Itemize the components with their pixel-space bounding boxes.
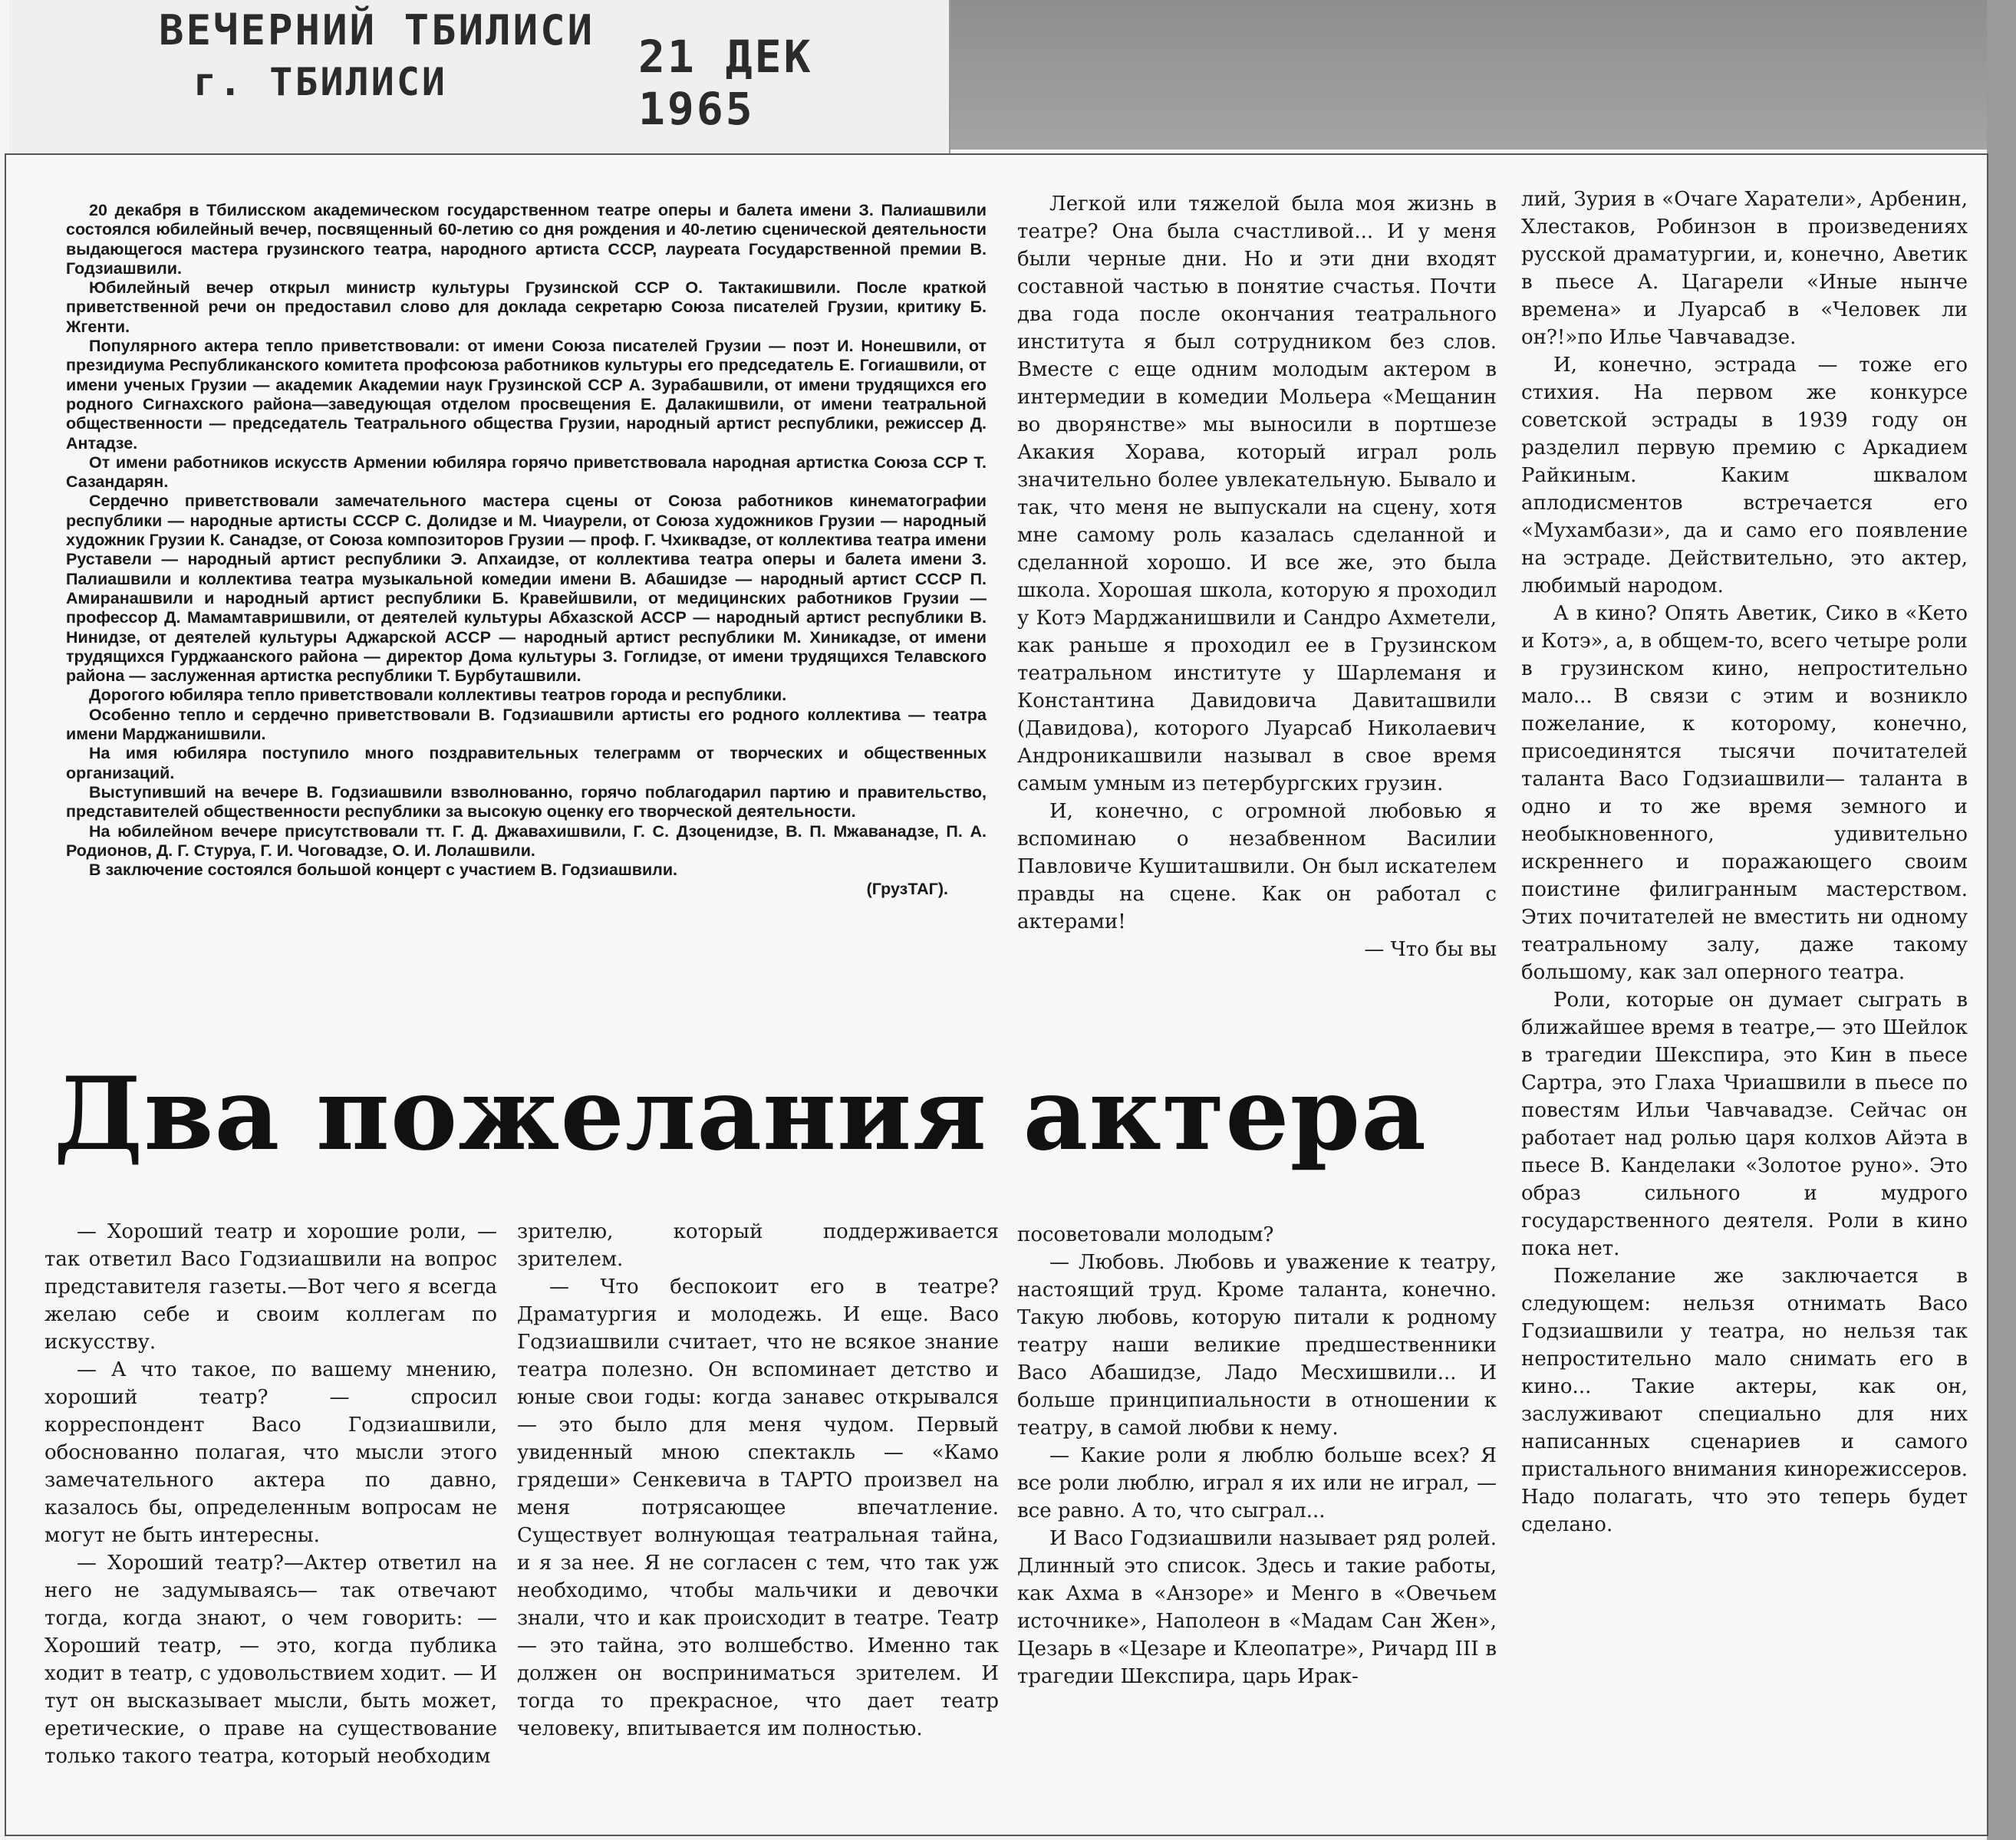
article-paragraph: посоветовали молодым? bbox=[1017, 1223, 1274, 1246]
article-column-2 bbox=[517, 1218, 999, 1816]
article-headline: Два пожелания актера bbox=[54, 1055, 1428, 1173]
report-paragraph: Дорогого юбиляра тепло приветствовали коллективы театров города и республики. bbox=[89, 686, 787, 705]
article-column-1 bbox=[44, 1218, 497, 1816]
report-paragraph: Выступивший на вечере В. Годзиашвили взволнованно, горячо поблагодарил партию и правительство, представителей общественности республики за высокую оценку его творческой деятельности. bbox=[66, 782, 987, 821]
stamp-newspaper-name: ВЕЧЕРНИЙ ТБИЛИСИ bbox=[159, 6, 595, 54]
article-paragraph: — Что бы вы bbox=[1364, 938, 1497, 961]
stamp-date: 21 ДЕК 1965 bbox=[638, 31, 813, 135]
article-paragraph: Роли, которые он думает сыграть в ближайшее время в театре,— это Шейлок в трагедии Шекспира, это Кин в пьесе Сартра, это Глаха Чриашвили в пьесе по повестям Ильи Чавчавадзе. Сейчас он работает над ролью царя колхов Айэта в пьесе В. Канделаки «Золотое руно». Это образ сильного и мудрого государственного деятеля. Роли в кино пока нет. bbox=[1521, 989, 1968, 1260]
scan-background-edge bbox=[1987, 0, 2016, 1840]
article-paragraph: — Хороший театр и хорошие роли, —так ответил Васо Годзиашвили на вопрос представителя газеты.—Вот чего я всегда желаю себе и своим коллегам по искусству. bbox=[44, 1220, 497, 1354]
report-paragraph: На юбилейном вечере присутствовали тт. Г. Д. Джавахишвили, Г. С. Дзоценидзе, В. П. Мжаванадзе, П. А. Родионов, Д. Г. Стуруа, Г. И. Чоговадзе, О. И. Лолашвили. bbox=[66, 821, 987, 860]
report-paragraph: В заключение состоялся большой концерт с участием В. Годзиашвили. bbox=[89, 861, 678, 880]
article-column-4 bbox=[1521, 186, 1968, 1835]
scan-background bbox=[944, 0, 2016, 150]
article-paragraph: — Хороший театр?—Актер ответил на него не задумываясь— так отвечают тогда, когда знают, о чем говорить: — Хороший театр, — это, когда публика ходит в театр, с удовольствием ходит. — И тут он высказывает мысли, быть может, еретические, о праве на существование только такого театра, который необходим bbox=[44, 1552, 497, 1768]
report-paragraph: На имя юбиляра поступило много поздравительных телеграмм от творческих и общественных организаций. bbox=[66, 744, 987, 782]
article-column-3-top bbox=[1017, 190, 1497, 1095]
article-paragraph: И, конечно, эстрада — тоже его стихия. На первом же конкурсе советской эстрады в 1939 году он разделил первую премию с Аркадием Райкиным. Каким шквалом аплодисментов встречается его «Мухамбази», да и само его появление на эстраде. Действительно, это актер, любимый народом. bbox=[1521, 354, 1968, 597]
article-paragraph: А в кино? Опять Аветик, Сико в «Кето и Котэ», а, в общем-то, всего четыре роли в грузинском кино, непростительно мало... В связи с этим и возникло пожелание, к которому, конечно, присоединятся тысячи почитателей таланта Васо Годзиашвили— таланта в одно и то же время земного и необыкновенного, удивительно искреннего и поражающего своим поистине филигранным мастерством. Этих почитателей не вместить ни одному театральному залу, даже такому большому, как зал оперного театра. bbox=[1521, 602, 1968, 984]
article-paragraph: Пожелание же заключается в следующем: нельзя отнимать Васо Годзиашвили у театра, но нельзя так непростительно мало снимать его в кино... Такие актеры, как он, заслуживают специально для них написанных сценариев и самого пристального внимания кинорежиссеров. Надо полагать, что это теперь будет сделано. bbox=[1521, 1265, 1968, 1536]
report-paragraph: Сердечно приветствовали замечательного мастера сцены от Союза работников кинематографии республики — народные артисты СССР С. Долидзе и М. Чиаурели, от Союза художников Грузии — народный художник Грузии К. Санадзе, от Союза композиторов Грузии — проф. Г. Чхиквадзе, от коллектива театра имени Руставели — народный артист республики Э. Апхаидзе, от коллектива театра оперы и балета имени З. Палиашвили и коллектива театра музыкальной комедии имени В. Абашидзе — народный артист СССР П. Амиранашвили и народный артист республики Б. Кравейшвили, от медицинских работников Грузии — профессор Д. Мамамтавришвили, от деятелей культуры Абхазской АССР — народный артист республики В. Нинидзе, от деятелей культуры Аджарской АССР — народный артист республики М. Хиникадзе, от имени трудящихся Гурджаанского района — директор Дома культуры З. Гоглидзе, от имени трудящихся Телавского района — заслуженная артистка республики Т. Бурбуташвили. bbox=[66, 492, 987, 686]
article-paragraph: Легкой или тяжелой была моя жизнь в театре? Она была счастливой... И у меня были черные дни. Но и эти дни входят составной частью в понятие счастья. Почти два года после окончания театрального института я был сотрудником без слов. Вместе с еще одним молодым актером в интермедии в комедии Мольера «Мещанин во дворянстве» мы выносили в портшезе Акакия Хорава, который играл роль значительно более увлекательную. Бывало и так, что меня не выпускали на сцену, хотя мне самому роль казалась сделанной и сделанной хорошо. И все же, это была школа. Хорошая школа, которую я проходил у Котэ Марджанишвили и Сандро Ахметели, как раньше я проходил ее в Грузинском театральном институте у Шарлеманя и Константина Давидовича Давиташвили (Давидова), которого Луарсаб Николаевич Андроникашвили называл в свое время самым умным из петербургских грузин. bbox=[1017, 193, 1497, 795]
newspaper-clipping bbox=[5, 153, 1988, 1836]
stamp-city: г. ТБИЛИСИ bbox=[193, 60, 448, 104]
report-paragraph: 20 декабря в Тбилисском академическом государственном театре оперы и балета имени З. Палиашвили состоялся юбилейный вечер, посвященный 60-летию со дня рождения и 40-летию сценической деятельности выдающегося мастера грузинского театра, народного артиста СССР, лауреата Государственной премии В. Годзиашвили. bbox=[66, 201, 987, 278]
news-report bbox=[66, 201, 987, 1106]
report-paragraph: От имени работников искусств Армении юбиляра горячо приветствовала народная артистка Союза ССР Т. Сазандарян. bbox=[66, 453, 987, 492]
article-paragraph: И Васо Годзиашвили называет ряд ролей. Длинный это список. Здесь и такие работы, как Ахма в «Анзоре» и Менго в «Овечьем источнике», Наполеон в «Мадам Сан Жен», Цезарь в «Цезаре и Клеопатре», Ричард III в трагедии Шекспира, царь Ирак- bbox=[1017, 1527, 1497, 1688]
report-paragraph: Особенно тепло и сердечно приветствовали В. Годзиашвили артисты его родного коллектива — театра имени Марджанишвили. bbox=[66, 705, 987, 744]
article-paragraph: — Что беспокоит его в театре? Драматургия и молодежь. И еще. Васо Годзиашвили считает, что не всякое знание театра полезно. Он вспоминает детство и юные свои годы: когда занавес открывался — это было для меня чудом. Первый увиденный мною спектакль — «Камо грядеши» Сенкевича в ТАРТО произвел на меня потрясающее впечатление. Существует волнующая театральная тайна, и я за нее. Я не согласен с тем, что так уж необходимо, чтобы мальчики и девочки знали, что и как происходит в театре. Театр — это тайна, это волшебство. Именно так должен он восприниматься зрителем. И тогда то прекрасное, что дает театр человеку, впитывается им полностью. bbox=[517, 1275, 999, 1740]
article-paragraph: — Какие роли я люблю больше всех? Я все роли люблю, играл я их или не играл, — все равно. А то, что сыграл... bbox=[1017, 1444, 1497, 1522]
report-paragraph: Юбилейный вечер открыл министр культуры Грузинской ССР О. Тактакишвили. После краткой приветственной речи он предоставил слово для доклада секретарю Союза писателей Грузии, критику Б. Жгенти. bbox=[66, 278, 987, 336]
article-paragraph: — Любовь. Любовь и уважение к театру, настоящий труд. Кроме таланта, конечно. Такую любовь, которую питали к родному театру наши великие предшественники Васо Абашидзе, Ладо Месхишвили... И больше принципиальности в отношении к театру, в самой любви к нему. bbox=[1017, 1251, 1497, 1440]
article-paragraph: — А что такое, по вашему мнению, хороший театр? — спросил корреспондент Васо Годзиашвили, обоснованно полагая, что мысли этого замечательного актера по давно, казалось бы, определенным вопросам не могут не быть интересны. bbox=[44, 1358, 497, 1547]
clipping-stamp-slip bbox=[9, 0, 950, 153]
article-column-3-bottom bbox=[1017, 1221, 1497, 1819]
article-paragraph: лий, Зурия в «Очаге Харатели», Арбенин, Хлестаков, Робинзон в произведениях русской драматургии, и, конечно, Аветик в пьесе А. Цагарели «Иные нынче времена» и Луарсаб в «Человек ли он?!»по Илье Чавчавадзе. bbox=[1521, 188, 1968, 349]
report-signature: (ГрузТАГ). bbox=[866, 880, 948, 899]
report-paragraph: Популярного актера тепло приветствовали: от имени Союза писателей Грузии — поэт И. Нонешвили, от президиума Республиканского комитета профсоюза работников культуры его председатель Е. Гогиашвили, от имени ученых Грузии — академик Академии наук Грузинской ССР А. Зурабашвили, от имени трудящихся его родного Сигнахского района—заведующая отделом просвещения Е. Далакишвили, от имени театральной общественности — председатель Театрального общества Грузии, народный артист республики, режиссер Д. Антадзе. bbox=[66, 337, 987, 453]
article-paragraph: зрителю, который поддерживается зрителем. bbox=[517, 1220, 999, 1271]
article-paragraph: И, конечно, с огромной любовью я вспоминаю о незабвенном Василии Павловиче Кушиташвили. Он был искателем правды на сцене. Как он работал с актерами! bbox=[1017, 800, 1497, 933]
